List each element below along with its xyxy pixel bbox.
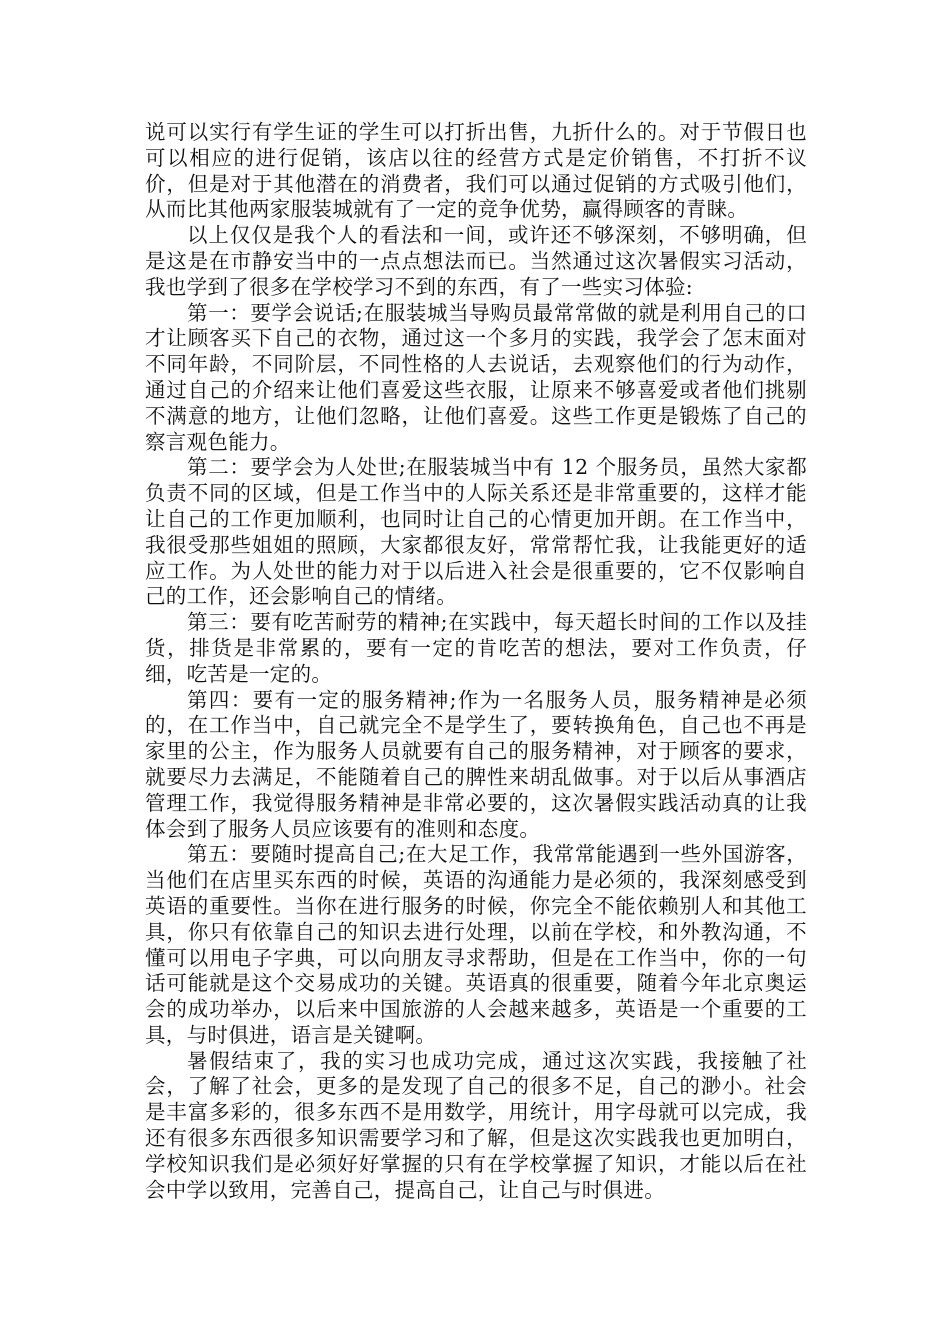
paragraph-point-four: 第四：要有一定的服务精神;作为一名服务人员，服务精神是必须的，在工作当中，自己就完全不是学生了，要转换角色，自己也不再是家里的公主，作为服务人员就要有自己的服务精神，对于顾客的要求，就要尽力去满足，不能随着自己的脾性来胡乱做事。对于以后从事酒店管理工作，我觉得服务精神是非常必要的，这次暑假实践活动真的让我体会到了服务人员应该要有的准则和态度。	[145, 687, 807, 841]
document-body	[145, 120, 807, 1203]
paragraph-continuation: 说可以实行有学生证的学生可以打折出售，九折什么的。对于节假日也可以相应的进行促销，该店以往的经营方式是定价销售，不打折不议价，但是对于其他潜在的消费者，我们可以通过促销的方式吸引他们，从而比其他两家服装城就有了一定的竞争优势，赢得顾客的青睐。	[145, 120, 807, 222]
paragraph-point-two: 第二：要学会为人处世;在服装城当中有 12 个服务员，虽然大家都负责不同的区域，但是工作当中的人际关系还是非常重要的，这样才能让自己的工作更加顺利，也同时让自己的心情更加开朗。在工作当中，我很受那些姐姐的照顾，大家都很友好，常常帮忙我，让我能更好的适应工作。为人处世的能力对于以后进入社会是很重要的，它不仅影响自己的工作，还会影响自己的情绪。	[145, 455, 807, 609]
paragraph-point-one: 第一：要学会说话;在服装城当导购员最常常做的就是利用自己的口才让顾客买下自己的衣物，通过这一个多月的实践，我学会了怎末面对不同年龄，不同阶层，不同性格的人去说话，去观察他们的行为动作，通过自己的介绍来让他们喜爱这些衣服，让原来不够喜爱或者他们挑剔不满意的地方，让他们忽略，让他们喜爱。这些工作更是锻炼了自己的察言观色能力。	[145, 300, 807, 454]
paragraph-point-three: 第三：要有吃苦耐劳的精神;在实践中，每天超长时间的工作以及挂货，排货是非常累的，要有一定的肯吃苦的想法，要对工作负责，仔细，吃苦是一定的。	[145, 610, 807, 686]
paragraph-opinion: 以上仅仅是我个人的看法和一间，或许还不够深刻，不够明确，但是这是在市静安当中的一点点想法而已。当然通过这次暑假实习活动，我也学到了很多在学校学习不到的东西，有了一些实习体验:	[145, 223, 807, 299]
paragraph-conclusion: 暑假结束了，我的实习也成功完成，通过这次实践，我接触了社会，了解了社会，更多的是发现了自己的很多不足，自己的渺小。社会是丰富多彩的，很多东西不是用数学，用统计，用字母就可以完成，我还有很多东西很多知识需要学习和了解，但是这次实践我也更加明白，学校知识我们是必须好好掌握的只有在学校掌握了知识，才能以后在社会中学以致用，完善自己，提高自己，让自己与时俱进。	[145, 1048, 807, 1202]
paragraph-point-five: 第五：要随时提高自己;在大足工作，我常常能遇到一些外国游客，当他们在店里买东西的时候，英语的沟通能力是必须的，我深刻感受到英语的重要性。当你在进行服务的时候，你完全不能依赖别人和其他工具，你只有依靠自己的知识去进行处理，以前在学校，和外教沟通，不懂可以用电子字典，可以向朋友寻求帮助，但是在工作当中，你的一句话可能就是这个交易成功的关键。英语真的很重要，随着今年北京奥运会的成功举办，以后来中国旅游的人会越来越多，英语是一个重要的工具，与时俱进，语言是关键啊。	[145, 842, 807, 1047]
